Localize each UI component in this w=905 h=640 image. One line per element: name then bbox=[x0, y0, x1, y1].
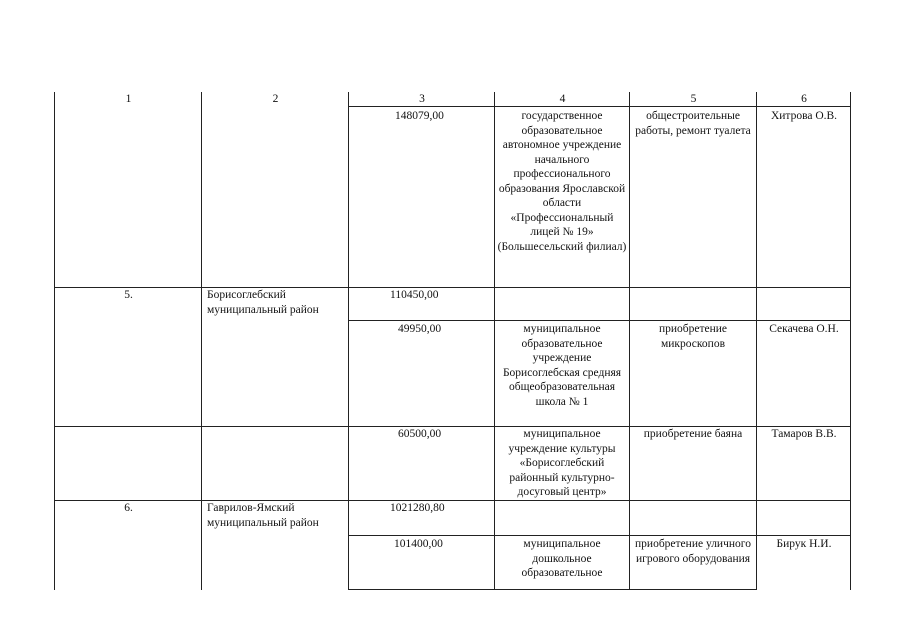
row2-number: 5. bbox=[124, 289, 133, 301]
rule-row2-bottom bbox=[348, 320, 850, 321]
rule-row5-bottom bbox=[348, 535, 850, 536]
row1-amount: 148079,00 bbox=[395, 110, 444, 122]
header-col-3: 3 bbox=[419, 93, 425, 105]
row4-purpose: приобретение баяна bbox=[643, 428, 743, 440]
row5-district: Гаврилов-Ямский муниципальный район bbox=[207, 502, 319, 529]
row1-organization: государственное образовательное автономное учреждение начального профессионального образования Ярославской области «Профессиональный лицей № 19» (Большесельский филиал) bbox=[497, 110, 627, 253]
row6-purpose: приобретение уличного игрового оборудования bbox=[635, 538, 751, 565]
header-col-2: 2 bbox=[272, 93, 279, 105]
row4-responsible: Тамаров В.В. bbox=[771, 428, 837, 440]
row5-number: 6. bbox=[124, 502, 133, 514]
row3-responsible: Секачева О.Н. bbox=[769, 323, 839, 335]
col-border-left bbox=[54, 92, 55, 590]
row3-amount: 49950,00 bbox=[398, 323, 442, 335]
row5-amount: 1021280,80 bbox=[390, 502, 445, 514]
row3-organization: муниципальное образовательное учреждение Борисоглебская средняя общеобразовательная школа № 1 bbox=[502, 323, 622, 408]
row3-purpose: приобретение микроскопов bbox=[658, 323, 728, 350]
row6-organization: муниципальное дошкольное образовательное bbox=[521, 538, 603, 579]
row4-amount: 60500,00 bbox=[398, 428, 442, 440]
col-border-5 bbox=[629, 92, 630, 590]
header-col-1: 1 bbox=[125, 93, 132, 105]
header-col-6: 6 bbox=[801, 93, 807, 105]
row2-amount: 110450,00 bbox=[390, 289, 439, 301]
header-col-4: 4 bbox=[559, 93, 566, 105]
row4-organization: муниципальное учреждение культуры «Борисоглебский районный культурно-досуговый центр» bbox=[508, 428, 616, 498]
col-border-6 bbox=[756, 92, 757, 590]
col-border-2 bbox=[201, 92, 202, 590]
row2-district: Борисоглебский муниципальный район bbox=[207, 289, 319, 316]
col-border-right bbox=[850, 92, 851, 590]
row6-amount: 101400,00 bbox=[394, 538, 443, 550]
row1-purpose: общестроительные работы, ремонт туалета bbox=[635, 110, 751, 137]
rule-table-bottom bbox=[348, 589, 756, 590]
header-col-5: 5 bbox=[690, 93, 697, 105]
col-border-3 bbox=[348, 92, 349, 590]
col-border-4 bbox=[494, 92, 495, 590]
row1-responsible: Хитрова О.В. bbox=[770, 110, 838, 122]
row6-responsible: Бирук Н.И. bbox=[776, 538, 832, 550]
